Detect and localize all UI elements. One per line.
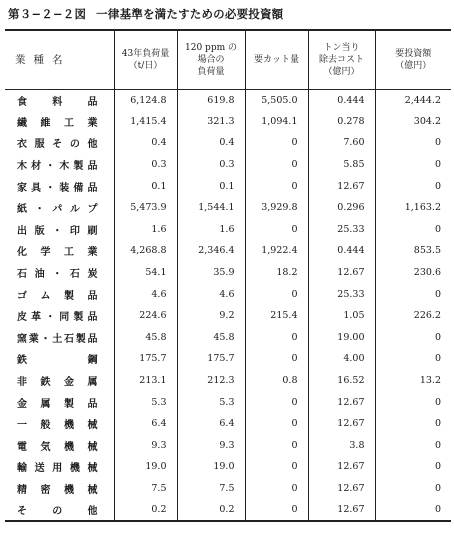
table-row [5,89,451,111]
investment-cell: 13.2 [375,370,451,392]
table-row [5,154,451,176]
table-row [5,478,451,500]
cut-required-cell: 0 [245,413,308,435]
figure-title [8,6,293,22]
cut-required-cell: 5,505.0 [245,89,308,111]
load-43-cell: 4.6 [114,283,177,305]
investment-cell: 0 [375,219,451,241]
cost-per-ton-cell: 25.33 [308,283,375,305]
industry-name-cell: 輸送用機械 [17,463,98,475]
investment-cell: 0 [375,391,451,413]
industry-name-cell: 一般機械 [17,420,98,432]
cost-per-ton-cell: 5.85 [308,154,375,176]
table-row [5,283,451,305]
cost-per-ton-cell: 4.00 [308,348,375,370]
industry-name-cell: 繊維工業 [17,117,98,129]
table-body [5,89,451,521]
industry-name-cell: 衣服その他 [17,139,98,151]
industry-name-cell: 金属製品 [17,398,98,410]
investment-cell: 0 [375,327,451,349]
load-120ppm-cell: 2,346.4 [177,240,245,262]
cut-required-cell: 0 [245,219,308,241]
load-43-cell: 6,124.8 [114,89,177,111]
investment-cell: 0 [375,175,451,197]
load-43-cell: 45.8 [114,327,177,349]
load-43-cell: 54.1 [114,262,177,284]
table-row [5,348,451,370]
load-120ppm-cell: 9.2 [177,305,245,327]
cut-required-cell: 0.8 [245,370,308,392]
load-120ppm-cell: 45.8 [177,327,245,349]
industry-name-cell: 精密機械 [17,484,98,496]
load-120ppm-cell: 0.3 [177,154,245,176]
load-120ppm-cell: 6.4 [177,413,245,435]
table-row [5,305,451,327]
load-43-cell: 0.1 [114,175,177,197]
investment-cell: 0 [375,435,451,457]
cut-required-cell: 0 [245,348,308,370]
industry-name-cell: 木材・木製品 [17,161,98,173]
cost-per-ton-cell: 19.00 [308,327,375,349]
investment-cell: 0 [375,132,451,154]
table-row [5,456,451,478]
table-row [5,175,451,197]
cost-per-ton-cell: 12.67 [308,413,375,435]
investment-cell: 0 [375,413,451,435]
load-43-cell: 0.4 [114,132,177,154]
cost-per-ton-cell: 7.60 [308,132,375,154]
load-43-cell: 0.2 [114,499,177,521]
cut-required-cell: 0 [245,499,308,521]
industry-name-cell: 化学工業 [17,247,98,259]
table-row [5,240,451,262]
cost-per-ton-cell: 16.52 [308,370,375,392]
load-120ppm-cell: 321.3 [177,111,245,133]
cost-per-ton-cell: 1.05 [308,305,375,327]
load-120ppm-cell: 5.3 [177,391,245,413]
load-43-cell: 19.0 [114,456,177,478]
load-43-cell: 1,415.4 [114,111,177,133]
industry-name-cell: その他 [5,499,114,521]
cost-per-ton-cell: 12.67 [308,499,375,521]
table-row [5,197,451,219]
cost-per-ton-cell: 0.444 [308,240,375,262]
load-120ppm-cell: 35.9 [177,262,245,284]
header-industry: 業種名 [5,30,114,89]
investment-cell: 0 [375,348,451,370]
header-line: （億円） [395,60,432,71]
cut-required-cell: 1,922.4 [245,240,308,262]
industry-name-cell: 非鉄金属 [17,377,98,389]
cost-per-ton-cell: 0.278 [308,111,375,133]
header-line: 43年負荷量 [121,48,170,59]
load-120ppm-cell: 9.3 [177,435,245,457]
header-cost-per-ton [308,30,375,89]
table-row [5,262,451,284]
cost-per-ton-cell: 12.67 [308,262,375,284]
load-43-cell: 0.3 [114,154,177,176]
figure-number: 第３−２−２図 [8,7,87,21]
cost-per-ton-cell: 25.33 [308,219,375,241]
load-120ppm-cell: 175.7 [177,348,245,370]
cut-required-cell: 1,094.1 [245,111,308,133]
cut-required-cell: 0 [245,391,308,413]
investment-cell: 0 [375,478,451,500]
industry-name-cell: ゴム製品 [17,290,98,302]
industry-name-cell: 家具・装備品 [17,182,98,194]
load-120ppm-cell: 7.5 [177,478,245,500]
load-43-cell: 5.3 [114,391,177,413]
header-line: （億円） [323,66,360,77]
header-line: （t/日） [128,60,163,71]
load-43-cell: 4,268.8 [114,240,177,262]
cost-per-ton-cell: 12.67 [308,478,375,500]
header-line: 場合の [197,54,225,65]
investment-cell: 0 [375,456,451,478]
header-line: トン当り [323,42,360,53]
header-cut-required [245,30,308,89]
cost-per-ton-cell: 3.8 [308,435,375,457]
table-row [5,327,451,349]
table-row [5,132,451,154]
load-120ppm-cell: 619.8 [177,89,245,111]
industry-name-cell: 窯業・土石製品 [17,333,98,345]
cut-required-cell: 18.2 [245,262,308,284]
load-120ppm-cell: 0.2 [177,499,245,521]
load-43-cell: 213.1 [114,370,177,392]
header-row [5,30,451,89]
header-investment [375,30,451,89]
cut-required-cell: 0 [245,435,308,457]
header-line: 要投資額 [395,48,432,59]
header-load-120ppm [177,30,245,89]
load-43-cell: 224.6 [114,305,177,327]
cut-required-cell: 0 [245,283,308,305]
cut-required-cell: 3,929.8 [245,197,308,219]
load-43-cell: 1.6 [114,219,177,241]
cost-per-ton-cell: 12.67 [308,456,375,478]
cut-required-cell: 0 [245,456,308,478]
load-120ppm-cell: 4.6 [177,283,245,305]
table-row [5,435,451,457]
investment-cell: 2,444.2 [375,89,451,111]
load-120ppm-cell: 1,544.1 [177,197,245,219]
table-row [5,413,451,435]
load-43-cell: 9.3 [114,435,177,457]
cut-required-cell: 215.4 [245,305,308,327]
load-43-cell: 6.4 [114,413,177,435]
investment-cell: 230.6 [375,262,451,284]
table-row [5,499,451,521]
cut-required-cell: 0 [245,132,308,154]
investment-cell: 0 [375,154,451,176]
industry-name-cell: 石油・石炭 [17,269,98,281]
investment-table [5,29,451,522]
table-row [5,111,451,133]
load-120ppm-cell: 1.6 [177,219,245,241]
figure-caption: 一律基準を満たすための必要投資額 [96,7,284,21]
cost-per-ton-cell: 12.67 [308,175,375,197]
industry-name-cell: 紙・パルプ [17,204,98,216]
load-120ppm-cell: 0.1 [177,175,245,197]
industry-name-cell: 食料品 [17,96,98,108]
cut-required-cell: 0 [245,327,308,349]
load-120ppm-cell: 212.3 [177,370,245,392]
cut-required-cell: 0 [245,175,308,197]
header-line: 除去コスト [318,54,364,65]
table-row [5,219,451,241]
investment-cell: 304.2 [375,111,451,133]
cut-required-cell: 0 [245,478,308,500]
industry-name-cell: 電気機械 [17,441,98,453]
cut-required-cell: 0 [245,154,308,176]
investment-cell: 226.2 [375,305,451,327]
industry-name-cell: 皮革・同製品 [17,312,98,324]
industry-name-cell: 鉄鋼 [17,355,98,367]
table-row [5,370,451,392]
table-row [5,391,451,413]
header-load-43 [114,30,177,89]
industry-name-cell: 出版・印刷 [17,225,98,237]
load-120ppm-cell: 0.4 [177,132,245,154]
load-43-cell: 7.5 [114,478,177,500]
load-43-cell: 175.7 [114,348,177,370]
header-line: 要カット量 [254,54,299,65]
investment-cell: 0 [375,499,451,521]
investment-cell: 1,163.2 [375,197,451,219]
load-43-cell: 5,473.9 [114,197,177,219]
cost-per-ton-cell: 12.67 [308,391,375,413]
investment-cell: 853.5 [375,240,451,262]
load-120ppm-cell: 19.0 [177,456,245,478]
cost-per-ton-cell: 0.296 [308,197,375,219]
header-line: 120 ppm の [185,42,237,53]
cost-per-ton-cell: 0.444 [308,89,375,111]
header-line: 負荷量 [197,66,225,77]
investment-cell: 0 [375,283,451,305]
